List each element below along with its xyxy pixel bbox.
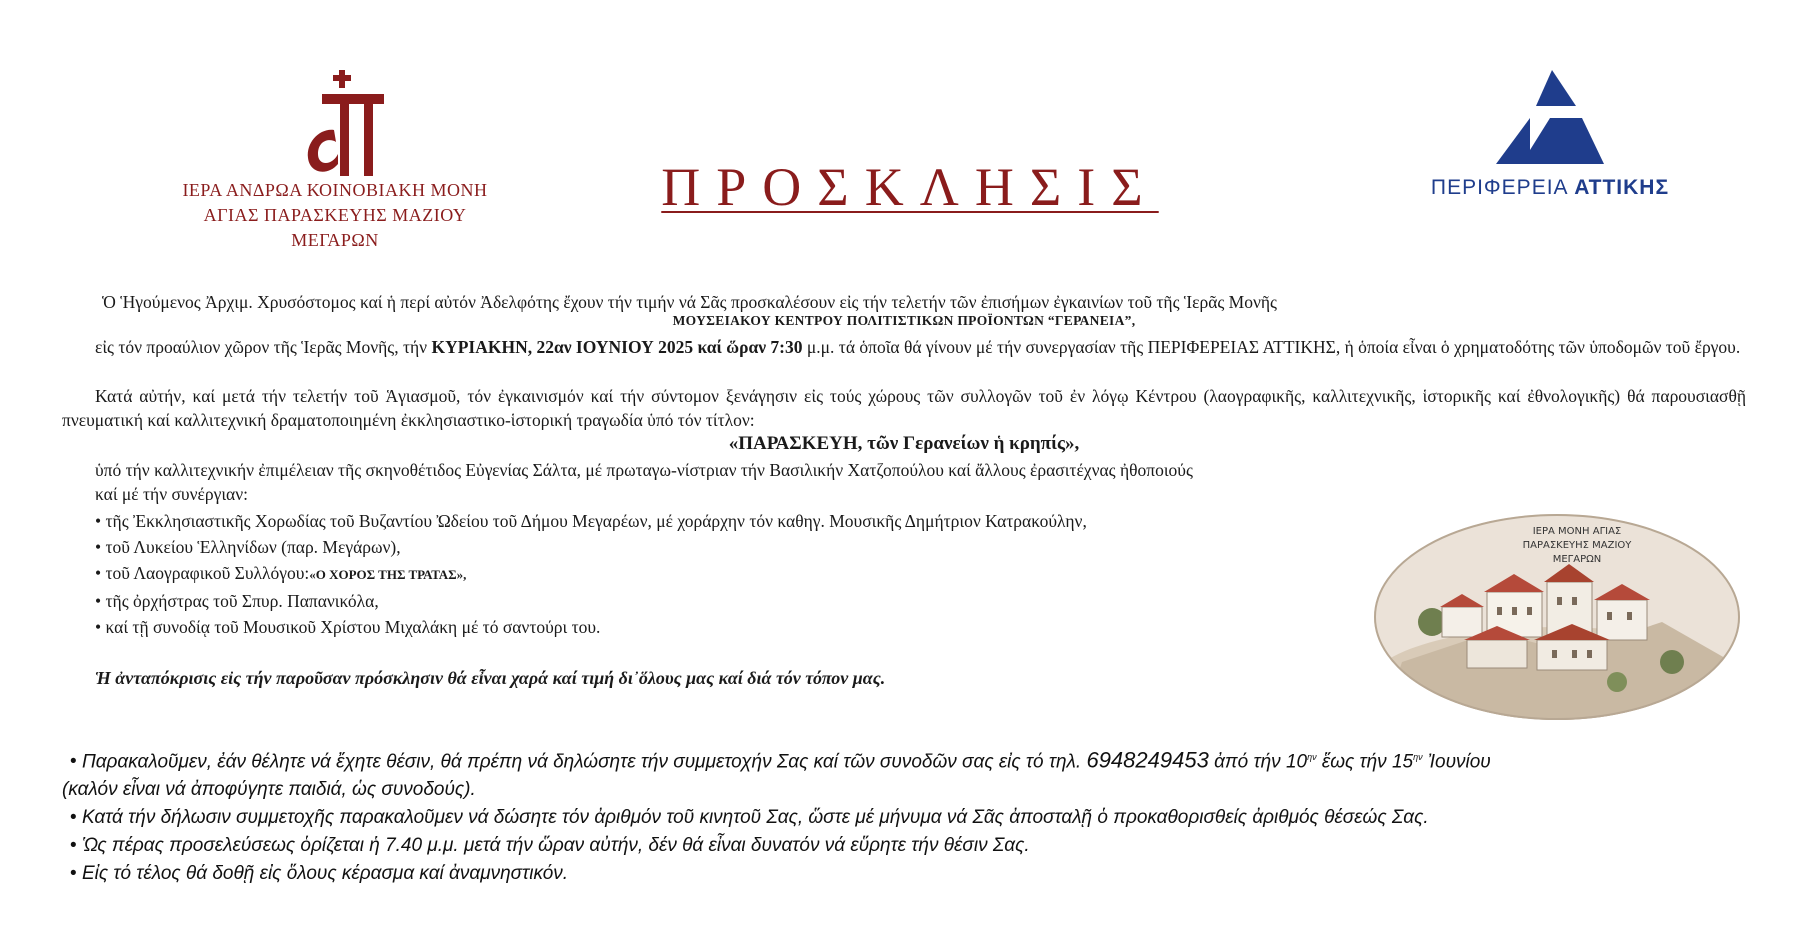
note-item-continuation: (καλόν εἶναι νά ἀποφύγητε παιδιά, ὡς συνοδούς).: [62, 779, 476, 801]
list-item: • καί τῇ συνοδίᾳ τοῦ Μουσικοῦ Χρίστου Μιχαλάκη μέ τό σαντούρι του.: [95, 614, 1395, 640]
region-name: [1420, 176, 1680, 200]
region-name-bold: ΑΤΤΙΚΗΣ: [1574, 176, 1670, 199]
list-item: • τῆς ὀρχήστρας τοῦ Σπυρ. Παπανικόλα,: [95, 588, 1395, 614]
collaboration-intro: καί μέ τήν συνέργιαν:: [95, 484, 248, 504]
list-item: • τῆς Ἐκκλησιαστικῆς Χορωδίας τοῦ Βυζαντίου Ὠδείου τοῦ Δήμου Μεγαρέων, μέ χοράρχην τόν καθηγ. Μουσικῆς Δημήτριον Κατρακούλην,: [95, 508, 1395, 534]
note-item: • Κατά τήν δήλωσιν συμμετοχῆς παρακαλοῦμεν νά δώσητε τόν ἀριθμόν τοῦ κινητοῦ Σας, ὥστε μέ μήνυμα νά Σᾶς ἀποσταλῇ ὁ προκαθορισθείς ἀριθμός θέσεώς Σας.: [70, 804, 1750, 832]
closing-line: Ἡ ἀνταπόκρισις εἰς τήν παροῦσαν πρόσκλησιν θά εἶναι χαρά καί τιμή δι᾽ὅλους μας καί διά τόν τόπον μας.: [95, 668, 886, 688]
event-details-paragraph: [62, 335, 1746, 359]
event-details-end: μ.μ. τά ὁποῖα θά γίνουν μέ τήν συνεργασίαν τῆς ΠΕΡΙΦΕΡΕΙΑΣ ΑΤΤΙΚΗΣ, ἡ ὁποία εἶναι ὁ χρηματοδότης τῶν ὑποδομῶν τοῦ ἔργου.: [806, 337, 1741, 357]
monastery-logo-icon: [300, 70, 390, 180]
phone-number: 6948249453: [1086, 747, 1209, 773]
region-name-prefix: ΠΕΡΙΦΕΡΕΙΑ: [1430, 176, 1568, 199]
program-paragraph: Κατά αὐτήν, καί μετά τήν τελετήν τοῦ Ἁγιασμοῦ, τόν ἐγκαινισμόν καί τήν σύντομον ξενάγησιν εἰς τούς χώρους τῶν συλλογῶν τοῦ ἐν λόγῳ Κέντρου (λαογραφικῆς, καλλιτεχνικῆς, ἱστορικῆς καί ἐθνολογικῆς) θά παρουσιασθῇ πνευματική καί καλλιτεχνική δραματοποιημένη ἐκκλησιαστικο-ἱστορική τραγωδία ὑπό τόν τίτλον:: [62, 386, 1746, 430]
collaborators-list: [95, 508, 1395, 640]
list-item: • τοῦ Λυκείου Ἑλληνίδων (παρ. Μεγάρων),: [95, 534, 1395, 560]
page-title: ΠΡΟΣΚΛΗΣΙΣ: [661, 157, 1159, 217]
note-item: • Παρακαλοῦμεν, ἐάν θέλητε νά ἔχητε θέσιν, θά πρέπη νά δηλώσητε τήν συμμετοχήν Σας καί τῶν συνοδῶν σας εἰς τό τηλ. 6948249453 ἀπό τήν $10^{\eta\nu}$ ἕως τήν $15^{\eta\nu}$ Ἰουνίου: [70, 743, 1750, 776]
monastery-name-line-1: ΙΕΡΑ ΑΝΔΡΩΑ ΚΟΙΝΟΒΙΑΚΗ ΜΟΝΗ: [182, 180, 488, 200]
direction-paragraph: ὑπό τήν καλλιτεχνικήν ἐπιμέλειαν τῆς σκηνοθέτιδος Εὐγενίας Σάλτα, μέ πρωταγω-νίστριαν τήν Βασιλικήν Χατζοπούλου καί ἄλλους ἐρασιτέχνας ἠθοποιούς: [95, 460, 1193, 480]
play-title: «ΠΑΡΑΣΚΕΥΗ, τῶν Γερανείων ἡ κρηπίς»,: [728, 433, 1080, 454]
event-date-time: ΚΥΡΙΑΚΗΝ, 22αν ΙΟΥΝΙΟΥ 2025 καί ὥραν 7:30: [431, 337, 803, 357]
museum-name: ΜΟΥΣΕΙΑΚΟΥ ΚΕΝΤΡΟΥ ΠΟΛΙΤΙΣΤΙΚΩΝ ΠΡΟΪΟΝΤΩΝ “ΓΕΡΑΝΕΙΑ”,: [672, 313, 1136, 328]
folk-group-name: «Ο ΧΟΡΟΣ ΤΗΣ ΤΡΑΤΑΣ»,: [309, 567, 467, 582]
notes-list: [62, 743, 1750, 888]
note-item: • Εἰς τό τέλος θά δοθῇ εἰς ὅλους κέρασμα καί ἀναμνηστικόν.: [70, 860, 1750, 888]
list-item: • τοῦ Λαογραφικοῦ Συλλόγου:«Ο ΧΟΡΟΣ ΤΗΣ ΤΡΑΤΑΣ»,: [95, 560, 1395, 588]
event-details-start: εἰς τόν προαύλιον χῶρον τῆς Ἱερᾶς Μονῆς, τήν: [95, 337, 428, 357]
note-item: • Ὡς πέρας προσελεύσεως ὁρίζεται ἡ 7.40 μ.μ. μετά τήν ὥραν αὐτήν, δέν θά εἶναι δυνατόν νά εὕρητε τήν θέσιν Σας.: [70, 832, 1750, 860]
region-logo-icon: [1490, 68, 1610, 168]
painting-label-line-3: ΜΕΓΑΡΩΝ: [1552, 554, 1602, 565]
painting-label-line-2: ΠΑΡΑΣΚΕΥΗΣ ΜΑΖΙΟΥ: [1522, 540, 1632, 551]
monastery-name-line-3: ΜΕΓΑΡΩΝ: [291, 230, 379, 250]
monastery-name-line-2: ΑΓΙΑΣ ΠΑΡΑΣΚΕΥΗΣ ΜΑΖΙΟΥ: [203, 205, 467, 225]
painting-label-line-1: ΙΕΡΑ ΜΟΝΗ ΑΓΙΑΣ: [1532, 526, 1622, 537]
intro-paragraph: Ὁ Ἡγούμενος Ἀρχιμ. Χρυσόστομος καί ἡ περί αὐτόν Ἀδελφότης ἔχουν τήν τιμήν νά Σᾶς προσκαλέσουν εἰς τήν τελετήν τῶν ἐπισήμων ἐγκαινίων τοῦ τῆς Ἱερᾶς Μονῆς: [102, 292, 1277, 312]
monastery-painting: [1372, 512, 1742, 722]
monastery-name: [150, 178, 520, 253]
